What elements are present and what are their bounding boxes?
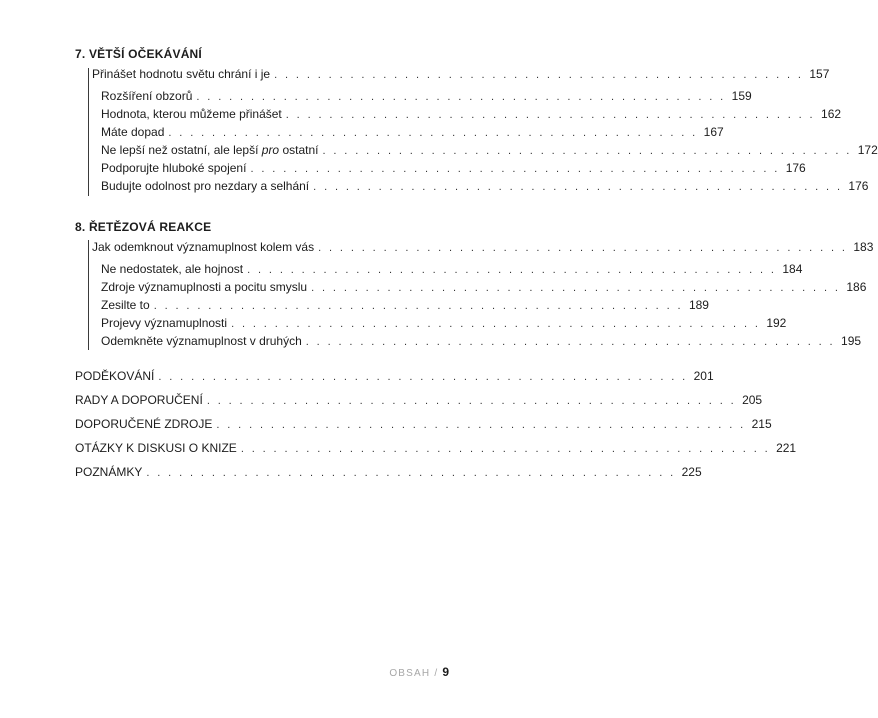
toc-entry-label: Projevy významuplnosti [101,316,228,330]
toc-entry-page: 186 [846,280,867,294]
toc-entry-label: Ne lepší než ostatní, ale lepší pro ostatní [101,143,319,157]
toc-entry[interactable] [101,261,803,277]
dot-leader: . . . . . . . . . . . . . . . . . . . . . . . . . . . . . . . . . . . . . . . . . . . . . . . . . [311,282,841,294]
toc-entry-page: 184 [782,262,803,276]
page-footer [389,665,449,679]
toc-entry-page: 176 [785,161,806,175]
toc-entry[interactable] [101,315,787,331]
toc-entry[interactable] [101,124,724,140]
toc-entry-label: Budujte odolnost pro nezdary a selhání [101,179,310,193]
toc-entry-label: Ne nedostatek, ale hojnost [101,262,244,276]
toc-entry-page: 201 [693,369,714,383]
toc-entry-discussion-questions[interactable] [75,440,797,456]
toc-entry-acknowledgements[interactable] [75,368,714,384]
toc-entry-label: Zesilte to [101,298,150,312]
toc-entry-page: 172 [857,143,878,157]
chapter-8-rule [88,240,89,350]
toc-entry[interactable] [101,297,709,313]
toc-entry-label: Máte dopad [101,125,165,139]
toc-entry-page: 183 [853,240,874,254]
toc-entry[interactable] [101,106,842,122]
toc-entry[interactable] [101,142,878,158]
toc-entry-label: OTÁZKY K DISKUSI O KNIZE [75,441,237,455]
toc-entry-label: Podporujte hluboké spojení [101,161,247,175]
toc-entry-page: 162 [821,107,842,121]
toc-entry-page: 195 [841,334,862,348]
toc-entry-resources[interactable] [75,416,772,432]
dot-leader: . . . . . . . . . . . . . . . . . . . . . . . . . . . . . . . . . . . . . . . . . . . . . . . . . [216,419,746,431]
dot-leader: . . . . . . . . . . . . . . . . . . . . . . . . . . . . . . . . . . . . . . . . . . . . . . . . . [146,467,676,479]
dot-leader: . . . . . . . . . . . . . . . . . . . . . . . . . . . . . . . . . . . . . . . . . . . . . . . . . [168,127,698,139]
toc-entry[interactable] [101,279,867,295]
toc-entry-label: POZNÁMKY [75,465,143,479]
chapter-8-heading: 8. ŘETĚZOVÁ REAKCE [75,220,212,234]
toc-entry[interactable] [101,160,806,176]
dot-leader: . . . . . . . . . . . . . . . . . . . . . . . . . . . . . . . . . . . . . . . . . . . . . . . . . [153,300,683,312]
toc-entry-label: Zdroje významuplnosti a pocitu smyslu [101,280,308,294]
toc-entry-label: Jak odemknout významuplnost kolem vás [92,240,315,254]
toc-entry-page: 221 [776,441,797,455]
dot-leader: . . . . . . . . . . . . . . . . . . . . . . . . . . . . . . . . . . . . . . . . . . . . . . . . . [231,318,761,330]
dot-leader: . . . . . . . . . . . . . . . . . . . . . . . . . . . . . . . . . . . . . . . . . . . . . . . . . [240,443,771,455]
toc-entry-tips[interactable] [75,392,763,408]
toc-entry-page: 189 [688,298,709,312]
toc-entry-label: Odemkněte významuplnost v druhých [101,334,302,348]
dot-leader: . . . . . . . . . . . . . . . . . . . . . . . . . . . . . . . . . . . . . . . . . . . . . . . . . [305,336,836,348]
toc-entry-page: 176 [848,179,869,193]
chapter-7-heading: 7. VĚTŠÍ OČEKÁVÁNÍ [75,47,202,61]
toc-entry-label: Přinášet hodnotu světu chrání i je [92,67,271,81]
dot-leader: . . . . . . . . . . . . . . . . . . . . . . . . . . . . . . . . . . . . . . . . . . . . . . . . . [318,242,848,254]
toc-entry-page: 159 [731,89,752,103]
dot-leader: . . . . . . . . . . . . . . . . . . . . . . . . . . . . . . . . . . . . . . . . . . . . . . . . . [274,69,804,81]
toc-entry-label: Hodnota, kterou můžeme přinášet [101,107,282,121]
toc-entry-page: 225 [681,465,702,479]
dot-leader: . . . . . . . . . . . . . . . . . . . . . . . . . . . . . . . . . . . . . . . . . . . . . . . . . [247,264,777,276]
running-head: OBSAH [389,668,431,679]
page-number: 9 [442,665,449,679]
toc-entry-notes[interactable] [75,464,702,480]
dot-leader: . . . . . . . . . . . . . . . . . . . . . . . . . . . . . . . . . . . . . . . . . . . . . . . . . [322,145,852,157]
dot-leader: . . . . . . . . . . . . . . . . . . . . . . . . . . . . . . . . . . . . . . . . . . . . . . . . . [285,109,816,121]
toc-entry-page: 192 [766,316,787,330]
dot-leader: . . . . . . . . . . . . . . . . . . . . . . . . . . . . . . . . . . . . . . . . . . . . . . . . . [250,163,780,175]
toc-entry-page: 205 [742,393,763,407]
toc-entry-label: Rozšíření obzorů [101,89,193,103]
toc-entry-page: 167 [703,125,724,139]
toc-entry[interactable] [101,333,862,349]
toc-entry[interactable] [92,66,830,82]
dot-leader: . . . . . . . . . . . . . . . . . . . . . . . . . . . . . . . . . . . . . . . . . . . . . . . . . [313,181,843,193]
chapter-7-rule [88,68,89,196]
dot-leader: . . . . . . . . . . . . . . . . . . . . . . . . . . . . . . . . . . . . . . . . . . . . . . . . . [206,395,737,407]
dot-leader: . . . . . . . . . . . . . . . . . . . . . . . . . . . . . . . . . . . . . . . . . . . . . . . . . [196,91,726,103]
toc-entry-label: PODĚKOVÁNÍ [75,369,155,383]
toc-entry[interactable] [101,178,869,194]
toc-entry[interactable] [92,239,874,255]
dot-leader: . . . . . . . . . . . . . . . . . . . . . . . . . . . . . . . . . . . . . . . . . . . . . . . . . [158,371,688,383]
toc-entry[interactable] [101,88,752,104]
toc-entry-label: DOPORUČENÉ ZDROJE [75,417,213,431]
footer-separator: / [434,668,439,679]
toc-entry-label: RADY A DOPORUČENÍ [75,393,203,407]
toc-entry-page: 157 [809,67,830,81]
toc-entry-page: 215 [751,417,772,431]
